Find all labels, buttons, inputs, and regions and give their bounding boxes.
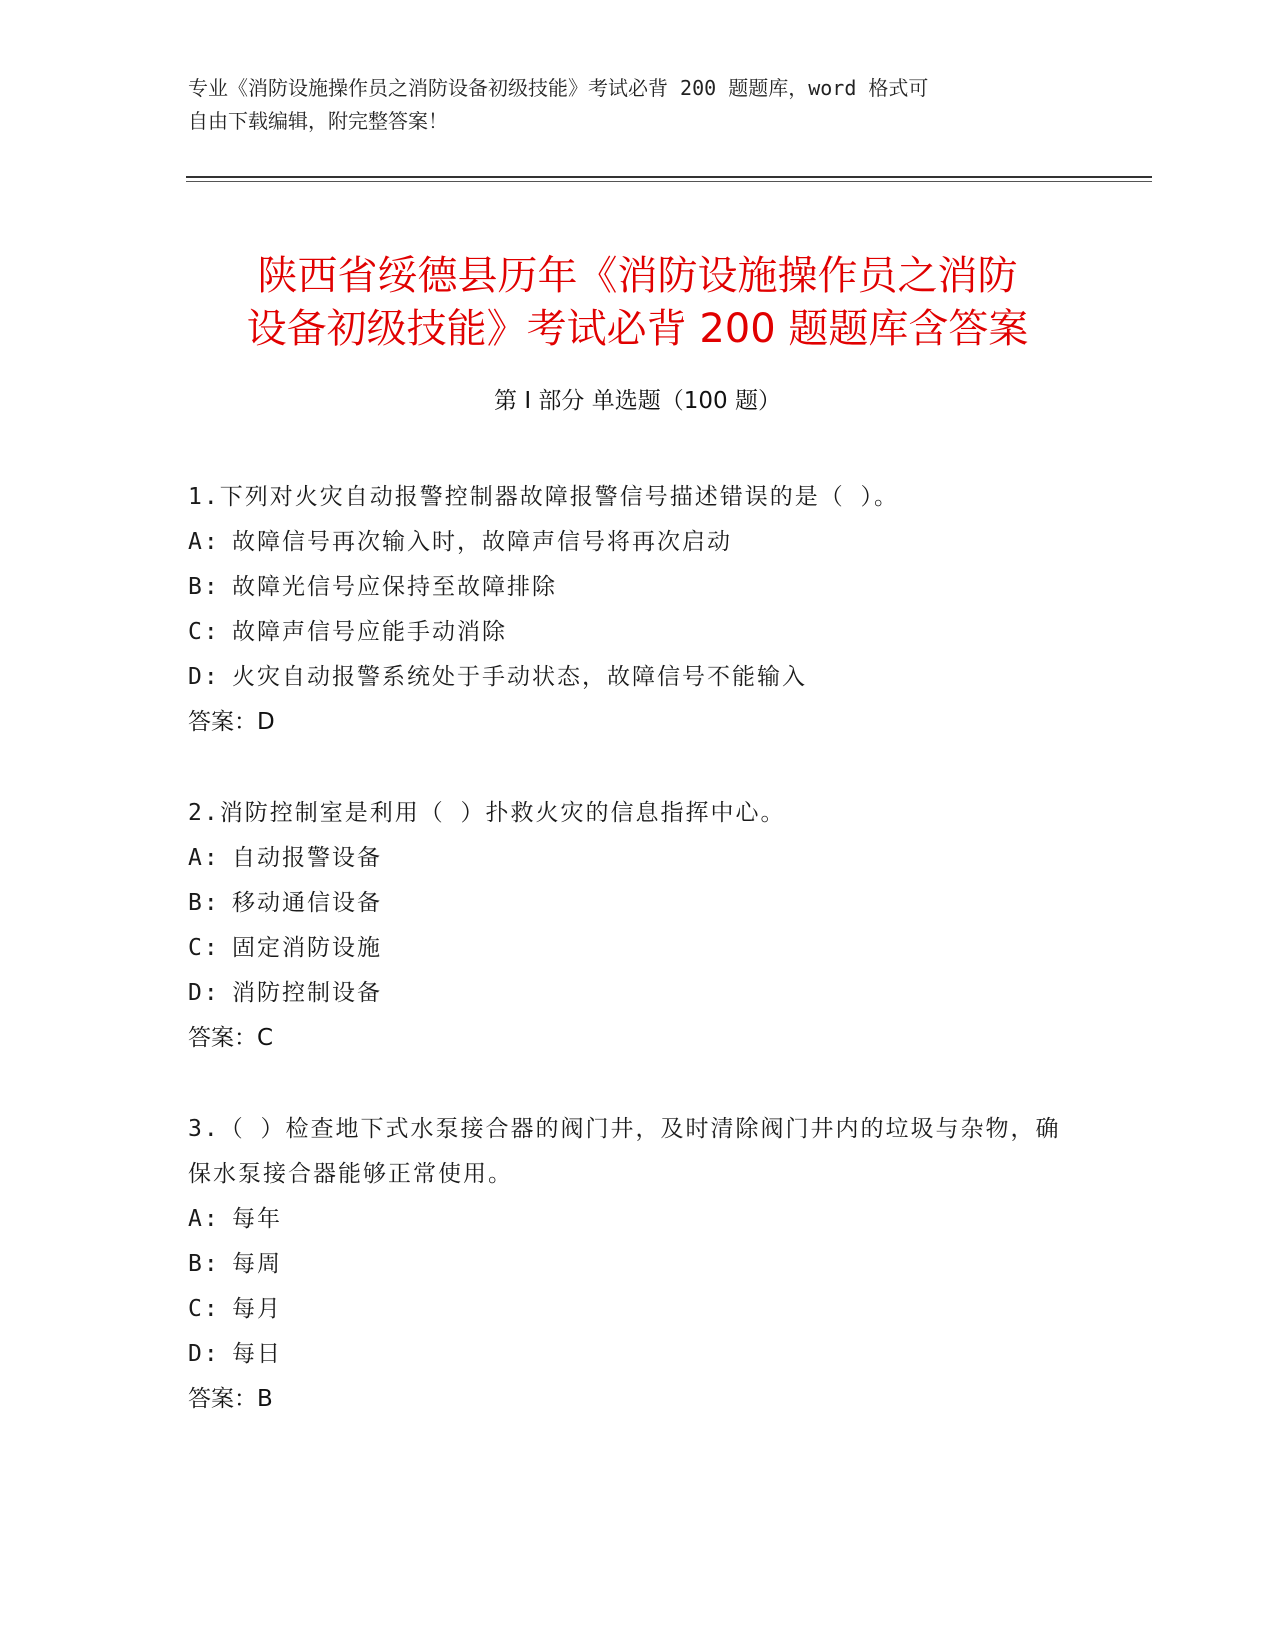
option-key: C: — [188, 1296, 220, 1322]
option-c — [188, 1287, 1068, 1332]
option-b — [188, 881, 1068, 926]
header-divider-thick — [186, 176, 1152, 178]
option-key: D: — [188, 980, 220, 1006]
option-text: 固定消防设施 — [232, 935, 382, 961]
option-b — [188, 1242, 1068, 1287]
answer-line: 答案：C — [188, 1025, 274, 1051]
header-note — [188, 72, 1068, 138]
question-list — [188, 475, 1068, 1468]
option-key: A: — [188, 1206, 220, 1232]
question-item — [188, 1107, 1068, 1422]
option-a — [188, 1197, 1068, 1242]
section-heading: 第 I 部分 单选题（100 题） — [494, 388, 781, 414]
answer-line: 答案：B — [188, 1386, 273, 1412]
option-text: 每年 — [232, 1206, 282, 1232]
question-stem: 1.下列对火灾自动报警控制器故障报警信号描述错误的是（ ）。 — [188, 484, 900, 510]
option-key: B: — [188, 1251, 220, 1277]
option-b — [188, 565, 1068, 610]
option-text: 每日 — [232, 1341, 282, 1367]
option-c — [188, 610, 1068, 655]
option-key: D: — [188, 664, 220, 690]
option-text: 每周 — [232, 1251, 282, 1277]
question-stem: 2.消防控制室是利用（ ）扑救火灾的信息指挥中心。 — [188, 800, 786, 826]
option-text: 故障信号再次输入时，故障声信号将再次启动 — [232, 529, 732, 555]
option-d — [188, 655, 1068, 700]
question-item — [188, 475, 1068, 745]
option-key: B: — [188, 890, 220, 916]
header-divider-thin — [186, 181, 1152, 182]
option-d — [188, 971, 1068, 1016]
option-key: D: — [188, 1341, 220, 1367]
option-a — [188, 520, 1068, 565]
document-title-line: 陕西省绥德县历年《消防设施操作员之消防 — [257, 252, 1018, 299]
option-a — [188, 836, 1068, 881]
header-note-line: 自由下载编辑，附完整答案！ — [188, 109, 448, 133]
header-note-line: 专业《消防设施操作员之消防设备初级技能》考试必背 200 题题库，word 格式可 — [188, 76, 929, 100]
option-d — [188, 1332, 1068, 1377]
option-text: 消防控制设备 — [232, 980, 382, 1006]
option-text: 每月 — [232, 1296, 282, 1322]
option-c — [188, 926, 1068, 971]
question-item — [188, 791, 1068, 1061]
option-key: C: — [188, 619, 220, 645]
document-title — [130, 250, 1145, 356]
option-key: A: — [188, 529, 220, 555]
option-text: 火灾自动报警系统处于手动状态，故障信号不能输入 — [232, 664, 807, 690]
option-key: A: — [188, 845, 220, 871]
document-title-line: 设备初级技能》考试必背 200 题题库含答案 — [246, 305, 1029, 352]
option-key: C: — [188, 935, 220, 961]
option-key: B: — [188, 574, 220, 600]
option-text: 移动通信设备 — [232, 890, 382, 916]
question-stem: 3.（ ）检查地下式水泵接合器的阀门井，及时清除阀门井内的垃圾与杂物，确保水泵接合器能够正常使用。 — [188, 1116, 1061, 1187]
option-text: 故障光信号应保持至故障排除 — [232, 574, 557, 600]
option-text: 自动报警设备 — [232, 845, 382, 871]
answer-line: 答案：D — [188, 709, 275, 735]
option-text: 故障声信号应能手动消除 — [232, 619, 507, 645]
